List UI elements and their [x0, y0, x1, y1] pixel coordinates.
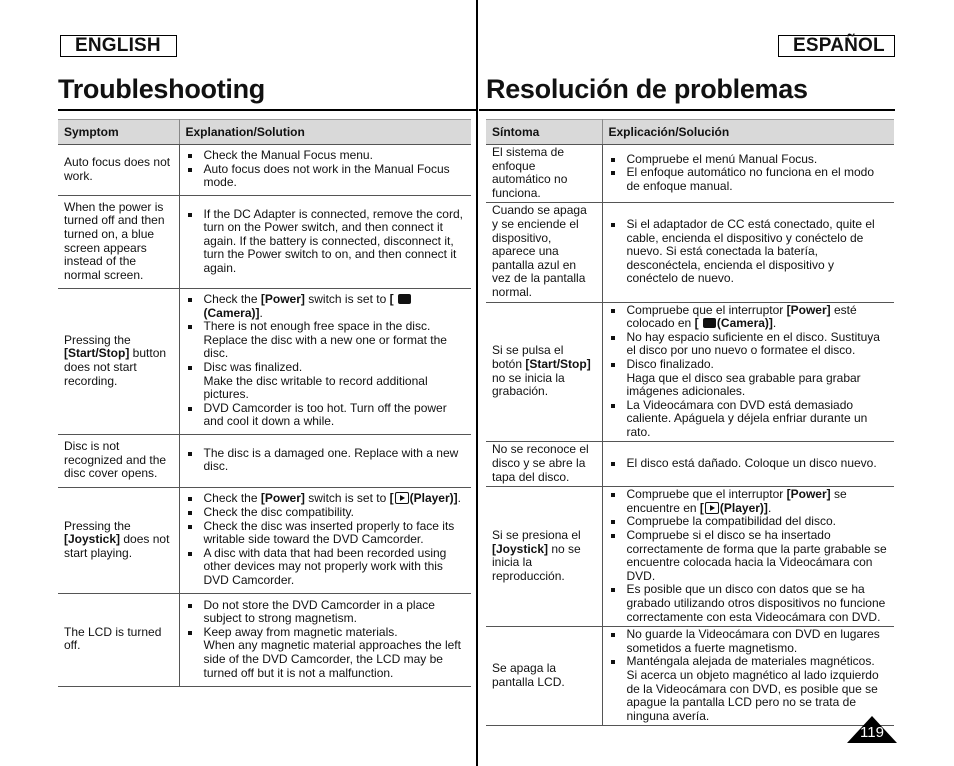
solution-item: Compruebe si el disco se ha insertado correctamente de forma que la parte grabable se encuentre colocada hacia la Videocámara con DVD. — [609, 529, 889, 583]
symptom-cell: Si se presiona el [Joystick] no se inicia la reproducción. — [486, 487, 602, 627]
table-row — [58, 196, 471, 289]
solution-item: Check the [Power] switch is set to [ (Player)]. — [186, 492, 466, 506]
player-icon — [705, 502, 719, 514]
symptom-cell: Si se pulsa el botón [Start/Stop] no se inicia la grabación. — [486, 302, 602, 442]
table-row — [486, 203, 894, 302]
solution-cell — [179, 289, 471, 435]
table-row — [58, 434, 471, 487]
table-row — [486, 487, 894, 627]
solution-header: Explanation/Solution — [179, 120, 471, 145]
solution-item: Compruebe el menú Manual Focus. — [609, 153, 889, 167]
solution-continuation: Si acerca un objeto magnético al lado izquierdo de la Videocámara con DVD, es posible que se apague la pantalla LCD pero no se trata de ninguna avería. — [626, 667, 879, 723]
solution-item: La Videocámara con DVD está demasiado caliente. Apáguela y déjela enfriar durante un rato. — [609, 399, 889, 440]
solution-item: No guarde la Videocámara con DVD en lugares sometidos a fuerte magnetismo. — [609, 628, 889, 655]
table-row — [486, 627, 894, 726]
solution-cell — [602, 203, 894, 302]
solution-item: Es posible que un disco con datos que se ha grabado utilizando otros dispositivos no funcione correctamente con esta Videocámara con DVD. — [609, 583, 889, 624]
table-row — [486, 302, 894, 442]
solution-cell — [602, 487, 894, 627]
solution-item: Disco finalizado. — [609, 358, 889, 372]
symptom-cell: Disc is not recognized and the disc cover opens. — [58, 434, 179, 487]
symptom-cell: El sistema de enfoque automático no funciona. — [486, 145, 602, 203]
solution-item: There is not enough free space in the disc. Replace the disc with a new one or format the disc. — [186, 320, 466, 361]
solution-item: Manténgala alejada de materiales magnéticos. — [609, 655, 889, 669]
table-row — [58, 289, 471, 435]
page-title-spanish: Resolución de problemas — [486, 74, 808, 104]
solution-header: Explicación/Solución — [602, 120, 894, 145]
solution-item: El enfoque automático no funciona en el modo de enfoque manual. — [609, 166, 889, 193]
solution-cell — [179, 434, 471, 487]
troubleshooting-table-english — [58, 119, 471, 687]
solution-item: Compruebe que el interruptor [Power] esté colocado en [ (Camera)]. — [609, 304, 889, 331]
language-label-english: ENGLISH — [60, 35, 177, 57]
solution-cell — [179, 487, 471, 593]
solution-item: DVD Camcorder is too hot. Turn off the power and cool it down a while. — [186, 402, 466, 429]
symptom-cell: Cuando se apaga y se enciende el dispositivo, aparece una pantalla azul en vez de la pantalla normal. — [486, 203, 602, 302]
solution-item: Check the disc was inserted properly to face its writable side toward the DVD Camcorder. — [186, 520, 466, 547]
troubleshooting-table-spanish — [486, 119, 894, 726]
solution-cell — [179, 196, 471, 289]
symptom-cell: Pressing the [Joystick] does not start playing. — [58, 487, 179, 593]
column-divider — [476, 0, 478, 766]
solution-cell — [602, 145, 894, 203]
table-row — [486, 145, 894, 203]
solution-item: Check the disc compatibility. — [186, 506, 466, 520]
solution-item: Check the [Power] switch is set to [ (Camera)]. — [186, 293, 466, 320]
solution-item: Auto focus does not work in the Manual Focus mode. — [186, 163, 466, 190]
symptom-cell: Auto focus does not work. — [58, 145, 179, 196]
language-label-spanish: ESPAÑOL — [778, 35, 895, 57]
symptom-cell: When the power is turned off and then turned on, a blue screen appears instead of the normal screen. — [58, 196, 179, 289]
solution-continuation: Make the disc writable to record additional pictures. — [203, 373, 428, 402]
table-row — [58, 145, 471, 196]
solution-cell — [602, 302, 894, 442]
symptom-cell: No se reconoce el disco y se abre la tapa del disco. — [486, 442, 602, 487]
solution-item: El disco está dañado. Coloque un disco nuevo. — [609, 457, 889, 471]
camera-icon — [703, 318, 716, 328]
solution-cell — [179, 145, 471, 196]
solution-cell — [179, 593, 471, 686]
solution-continuation: Haga que el disco sea grabable para grabar imágenes adicionales. — [626, 370, 861, 399]
table-row — [486, 442, 894, 487]
solution-cell — [602, 442, 894, 487]
page-number: 119 — [860, 724, 884, 741]
solution-item: Keep away from magnetic materials. — [186, 626, 466, 640]
solution-item: If the DC Adapter is connected, remove the cord, turn on the Power switch, and then connect it again. If the battery is connected, disconnect it, turn the Power switch to on, and then connect it again. — [186, 208, 466, 276]
symptom-cell: The LCD is turned off. — [58, 593, 179, 686]
solution-item: Si el adaptador de CC está conectado, quite el cable, encienda el dispositivo y conéctelo de nuevo. Si está conectada la batería, desconéctela, encienda el dispositivo y conéctelo de nuevo. — [609, 218, 889, 286]
solution-continuation: When any magnetic material approaches the left side of the DVD Camcorder, the LCD may be turned off but it is not a malfunction. — [203, 638, 461, 680]
solution-cell — [602, 627, 894, 726]
title-rule-right — [479, 109, 895, 111]
symptom-cell: Pressing the [Start/Stop] button does not start recording. — [58, 289, 179, 435]
solution-item: Disc was finalized. — [186, 361, 466, 375]
symptom-header: Síntoma — [486, 120, 602, 145]
player-icon — [395, 492, 409, 504]
symptom-header: Symptom — [58, 120, 179, 145]
table-row — [58, 487, 471, 593]
table-row — [58, 593, 471, 686]
page-title-english: Troubleshooting — [58, 74, 265, 104]
solution-item: Compruebe que el interruptor [Power] se encuentre en [ (Player)]. — [609, 488, 889, 515]
solution-item: Compruebe la compatibilidad del disco. — [609, 515, 889, 529]
solution-item: Do not store the DVD Camcorder in a place subject to strong magnetism. — [186, 599, 466, 626]
solution-item: Check the Manual Focus menu. — [186, 149, 466, 163]
symptom-cell: Se apaga la pantalla LCD. — [486, 627, 602, 726]
solution-item: A disc with data that had been recorded using other devices may not properly work with this DVD Camcorder. — [186, 547, 466, 588]
solution-item: No hay espacio suficiente en el disco. Sustituya el disco por uno nuevo o formatee el disco. — [609, 331, 889, 358]
solution-item: The disc is a damaged one. Replace with a new disc. — [186, 447, 466, 474]
title-rule-left — [58, 109, 476, 111]
camera-icon — [398, 294, 411, 304]
